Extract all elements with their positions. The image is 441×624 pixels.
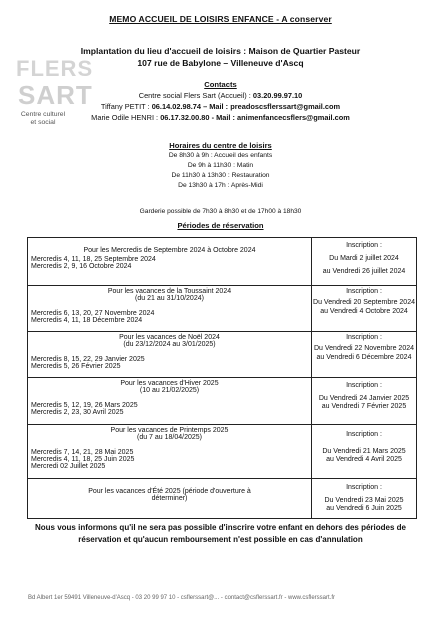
- period-date: Mercredis 5, 26 Février 2025: [31, 363, 121, 370]
- period-date: Mercredis 6, 13, 20, 27 Novembre 2024: [31, 310, 155, 317]
- period-title: Pour les vacances de la Toussaint 2024: [107, 288, 232, 295]
- table-row: [28, 479, 417, 519]
- inscription-to: au Vendredi 7 Février 2025: [321, 403, 407, 410]
- period-date: Mercredis 5, 12, 19, 26 Mars 2025: [31, 402, 138, 409]
- inscription-from: Du Vendredi 24 Janvier 2025: [318, 395, 410, 402]
- inscription-from: Du Vendredi 22 Novembre 2024: [313, 345, 414, 352]
- bottom-notice: Nous vous informons qu'il ne sera pas possible d'inscrire votre enfant en dehors des périodes de réservation et qu'aucun remboursement n'est possible en cas d'annulation: [34, 523, 406, 544]
- table-row: [28, 286, 417, 332]
- period-title: Pour les vacances d'Été 2025 (période d'ouverture à: [88, 488, 251, 495]
- contact-tiffany: [0, 102, 441, 111]
- logo-caption-line2: et social: [30, 119, 56, 126]
- period-date: Mercredis 2, 9, 16 Octobre 2024: [31, 263, 132, 270]
- table-row: [28, 425, 417, 479]
- logo-caption-line1: Centre culturel: [20, 111, 66, 118]
- inscription-label: Inscription :: [346, 431, 382, 438]
- period-cell: [28, 378, 312, 425]
- inscription-to: au Vendredi 6 Juin 2025: [326, 505, 402, 512]
- svg-text:SART: SART: [18, 80, 93, 110]
- period-subtitle: (10 au 21/02/2025): [139, 387, 200, 394]
- implantation-line2: 107 rue de Babylone – Villeneuve d'Ascq: [137, 58, 304, 68]
- contact-tiffany-phone: 06.14.02.98.74: [151, 102, 202, 111]
- inscription-cell: [312, 332, 417, 378]
- period-title: Pour les vacances de Noël 2024: [119, 334, 220, 341]
- period-cell: [28, 238, 312, 286]
- period-subtitle: déterminer): [151, 495, 188, 502]
- memo-title: MEMO ACCUEIL DE LOISIRS ENFANCE - A conserver: [109, 14, 332, 24]
- horaire-line: De 13h30 à 17h : Après-Midi: [178, 182, 263, 189]
- contact-marie-mail[interactable]: animenfancecsflers@gmail.com: [237, 113, 350, 122]
- inscription-from: Du Mardi 2 juillet 2024: [329, 255, 399, 262]
- inscription-to: au Vendredi 6 Décembre 2024: [316, 354, 412, 361]
- horaire-line: De 9h à 11h30 : Matin: [187, 162, 254, 169]
- period-cell: [28, 425, 312, 479]
- contact-marie-phone: 06.17.32.00.80: [160, 113, 210, 122]
- inscription-label: Inscription :: [346, 288, 382, 295]
- contact-marie-label: Marie Odile HENRI :: [91, 113, 159, 122]
- contact-tiffany-mail[interactable]: preadoscsflerssart@gmail.com: [230, 102, 341, 111]
- inscription-label: Inscription :: [346, 242, 382, 249]
- period-cell: [28, 286, 312, 332]
- period-title: Pour les vacances de Printemps 2025: [110, 427, 229, 434]
- implantation-line1: Implantation du lieu d'accueil de loisirs : Maison de Quartier Pasteur: [80, 46, 361, 56]
- inscription-cell: [312, 378, 417, 425]
- period-title: Pour les Mercredis de Septembre 2024 à Octobre 2024: [83, 247, 256, 254]
- inscription-to: au Vendredi 4 Octobre 2024: [320, 308, 408, 315]
- period-date: Mercredi 02 Juillet 2025: [31, 463, 106, 470]
- period-cell: [28, 332, 312, 378]
- inscription-cell: [312, 286, 417, 332]
- table-row: [28, 238, 417, 286]
- inscription-label: Inscription :: [346, 334, 382, 341]
- table-row: [28, 378, 417, 425]
- table-row: [28, 332, 417, 378]
- periodes-heading: Périodes de réservation: [177, 221, 264, 230]
- contact-centre-phone: 03.20.99.97.10: [252, 91, 303, 100]
- contact-tiffany-mail-label: – Mail :: [203, 102, 229, 111]
- contact-marie: [0, 113, 441, 122]
- inscription-label: Inscription :: [346, 382, 382, 389]
- inscription-to: au Vendredi 26 juillet 2024: [322, 268, 406, 275]
- period-cell: [28, 479, 312, 519]
- period-date: Mercredis 2, 23, 30 Avril 2025: [31, 409, 124, 416]
- inscription-label: Inscription :: [346, 484, 382, 491]
- inscription-to: au Vendredi 4 Avril 2025: [326, 456, 402, 463]
- period-date: Mercredis 7, 14, 21, 28 Mai 2025: [31, 449, 134, 456]
- period-date: Mercredis 4, 11, 18 Décembre 2024: [31, 317, 143, 324]
- horaire-line: De 11h30 à 13h30 : Restauration: [171, 172, 270, 179]
- periodes-table: [27, 237, 417, 519]
- garderie-note: Garderie possible de 7h30 à 8h30 et de 17h00 à 18h30: [139, 208, 302, 215]
- period-date: Mercredis 4, 11, 18, 25 Juin 2025: [31, 456, 135, 463]
- contact-tiffany-label: Tiffany PETIT :: [100, 102, 150, 111]
- inscription-from: Du Vendredi 23 Mai 2025: [324, 497, 404, 504]
- footer-address: Bd Albert 1er 59491 Villeneuve-d'Ascq - 03 20 99 97 10 - csflerssart@... - contact@csflerssart.fr - www.csflerssart.fr: [28, 595, 336, 601]
- inscription-cell: [312, 238, 417, 286]
- period-subtitle: (du 21 au 31/10/2024): [135, 295, 204, 302]
- contacts-heading: Contacts: [204, 80, 237, 89]
- contact-centre: [0, 91, 441, 100]
- inscription-cell: [312, 425, 417, 479]
- horaire-line: De 8h30 à 9h : Accueil des enfants: [168, 152, 273, 159]
- inscription-from: Du Vendredi 21 Mars 2025: [322, 448, 406, 455]
- inscription-cell: [312, 479, 417, 519]
- period-subtitle: (du 7 au 18/04/2025): [137, 434, 202, 441]
- period-date: Mercredis 4, 11, 18, 25 Septembre 2024: [31, 256, 156, 263]
- period-title: Pour les vacances d'Hiver 2025: [120, 380, 219, 387]
- contact-centre-label: Centre social Flers Sart (Accueil) :: [138, 91, 251, 100]
- horaires-heading: Horaires du centre de loisirs: [169, 141, 272, 150]
- period-subtitle: (du 23/12/2024 au 3/01/2025): [123, 341, 216, 348]
- period-date: Mercredis 8, 15, 22, 29 Janvier 2025: [31, 356, 145, 363]
- contact-marie-mail-label: - Mail :: [211, 113, 235, 122]
- inscription-from: Du Vendredi 20 Septembre 2024: [313, 299, 415, 306]
- svg-text:FLERS: FLERS: [16, 56, 94, 81]
